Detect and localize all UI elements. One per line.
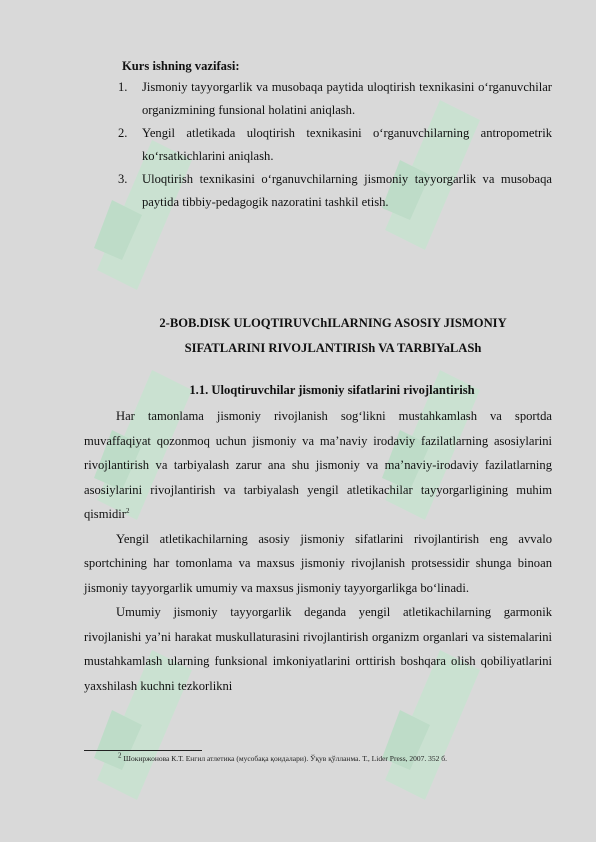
list-item xyxy=(114,76,552,122)
list-item xyxy=(114,122,552,168)
chapter-heading-line: SIFATLARINI RIVOJLANTIRISh VA TARBIYaLASh xyxy=(184,341,482,355)
paragraph: Umumiy jismoniy tayyorgarlik deganda yengil atletikachilarning garmonik rivojlanishi ya’ni harakat muskullaturasini rivojlantirish organizm organlari va sistemalarini mustahkamlash ularning funksional imkoniyatlarini orttirish boshqara olish qobiliyatlarini yaxshilash kuchni tezkorlikni xyxy=(84,605,552,693)
section-heading: 1.1. Uloqtiruvchilar jismoniy sifatlarini rivojlantirish xyxy=(189,383,475,397)
list-item-number: 2. xyxy=(118,126,128,140)
list-item-number: 3. xyxy=(118,172,128,186)
tasks-list xyxy=(114,76,552,214)
page-content xyxy=(84,56,552,698)
list-item xyxy=(114,168,552,214)
footnote-text: Шокиржонова К.Т. Енгил атлетика (мусобақа қоидалари). Ўқув қўлланма. Т., Lider Press, 2007. 352 б. xyxy=(123,754,447,763)
list-item-text: Yengil atletikada uloqtirish texnikasini o‘rganuvchilarning antropometrik ko‘rsatkichlarini aniqlash. xyxy=(142,126,552,163)
paragraph-text: Har tamonlama jismoniy rivojlanish sog‘likni mustahkamlash va sportda muvaffaqiyat qozonmoq uchun jismoniy va ma’naviy irodaviy fazilatlarning asosiylarini rivojlantirish va tarbiyalash zarur ana shu jismoniy va ma’naviy-irodaviy fazilatlarning asosiylarini rivojlantirish va tarbiyalash yengil atletikachilar tayyorgarligining muhim qismidir xyxy=(84,409,552,521)
chapter-heading xyxy=(84,311,552,361)
footnote xyxy=(118,751,447,764)
footnote-number: 2 xyxy=(118,751,122,760)
list-item-text: Jismoniy tayyorgarlik va musobaqa paytida uloqtirish texnikasini o‘rganuvchilar organizmining funsional holatini aniqlash. xyxy=(142,80,552,117)
footnote-reference: 2 xyxy=(125,506,130,515)
paragraph: Yengil atletikachilarning asosiy jismoniy sifatlarini rivojlantirish eng avvalo sportchining har tomonlama va maxsus jismoniy rivojlanish protsessidir shunga binoan jismoniy tayyorgarlik umumiy va maxsus jismoniy tayyorgarlikga bo‘linadi. xyxy=(84,531,552,595)
tasks-title: Kurs ishning vazifasi: xyxy=(122,59,240,73)
chapter-heading-line: 2-BOB.DISK ULOQTIRUVChILARNING ASOSIY JISMONIY xyxy=(159,316,507,330)
list-item-text: Uloqtirish texnikasini o‘rganuvchilarning jismoniy tayyorgarlik va musobaqa paytida tibbiy-pedagogik nazoratini tashkil etish. xyxy=(142,172,552,209)
list-item-number: 1. xyxy=(118,80,128,94)
paragraph xyxy=(84,404,552,527)
footnote-divider xyxy=(84,750,202,751)
